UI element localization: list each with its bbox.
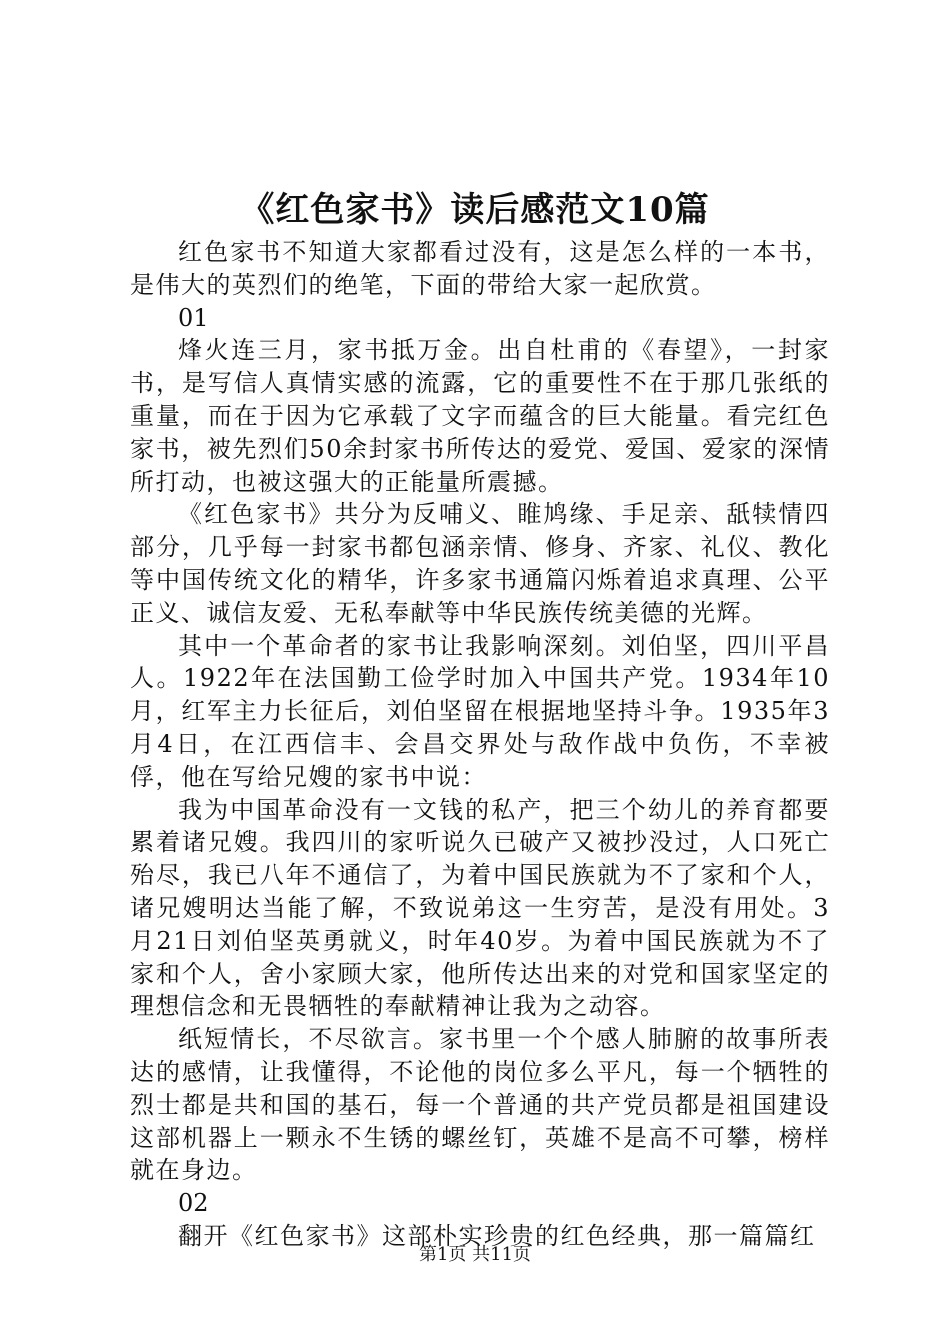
document-body bbox=[130, 236, 830, 1253]
paragraph: 烽火连三月，家书抵万金。出自杜甫的《春望》，一封家书，是写信人真情实感的流露，它的重要性不在于那几张纸的重量，而在于因为它承载了文字而蕴含的巨大能量。看完红色家书，被先烈们50余封家书所传达的爱党、爱国、爱家的深情所打动，也被这强大的正能量所震撼。 bbox=[130, 336, 830, 496]
page-footer: 第1页 共11页 bbox=[418, 1244, 532, 1265]
paragraph: 我为中国革命没有一文钱的私产，把三个幼儿的养育都要累着诸兄嫂。我四川的家听说久已破产又被抄没过，人口死亡殆尽，我已八年不通信了，为着中国民族就为不了家和个人，诸兄嫂明达当能了解，不致说弟这一生穷苦，是没有用处。3月21日刘伯坚英勇就义，时年40岁。为着中国民族就为不了家和个人，舍小家顾大家，他所传达出来的对党和国家坚定的理想信念和无畏牺牲的奉献精神让我为之动容。 bbox=[130, 795, 830, 1021]
paragraph: 纸短情长，不尽欲言。家书里一个个感人肺腑的故事所表达的感情，让我懂得，不论他的岗位多么平凡，每一个牺牲的烈士都是共和国的基石，每一个普通的共产党员都是祖国建设这部机器上一颗永不生锈的螺丝钉，英雄不是高不可攀，榜样就在身边。 bbox=[130, 1025, 830, 1185]
paragraph-intro: 红色家书不知道大家都看过没有，这是怎么样的一本书，是伟大的英烈们的绝笔，下面的带给大家一起欣赏。 bbox=[130, 238, 830, 299]
paragraph: 翻开《红色家书》这部朴实珍贵的红色经典，那一篇篇红 bbox=[178, 1221, 816, 1250]
paragraph: 其中一个革命者的家书让我影响深刻。刘伯坚，四川平昌人。1922年在法国勤工俭学时加入中国共产党。1934年10月，红军主力长征后，刘伯坚留在根据地坚持斗争。1935年3月4日，在江西信丰、会昌交界处与敌作战中负伤，不幸被俘，他在写给兄嫂的家书中说： bbox=[130, 631, 830, 791]
document-title: 《红色家书》读后感范文10篇 bbox=[240, 190, 710, 230]
section-number: 01 bbox=[178, 303, 209, 332]
paragraph: 《红色家书》共分为反哺义、睢鸠缘、手足亲、舐犊情四部分，几乎每一封家书都包涵亲情、修身、齐家、礼仪、教化等中国传统文化的精华，许多家书通篇闪烁着追求真理、公平正义、诚信友爱、无私奉献等中华民族传统美德的光辉。 bbox=[130, 500, 830, 627]
section-number: 02 bbox=[178, 1189, 209, 1218]
